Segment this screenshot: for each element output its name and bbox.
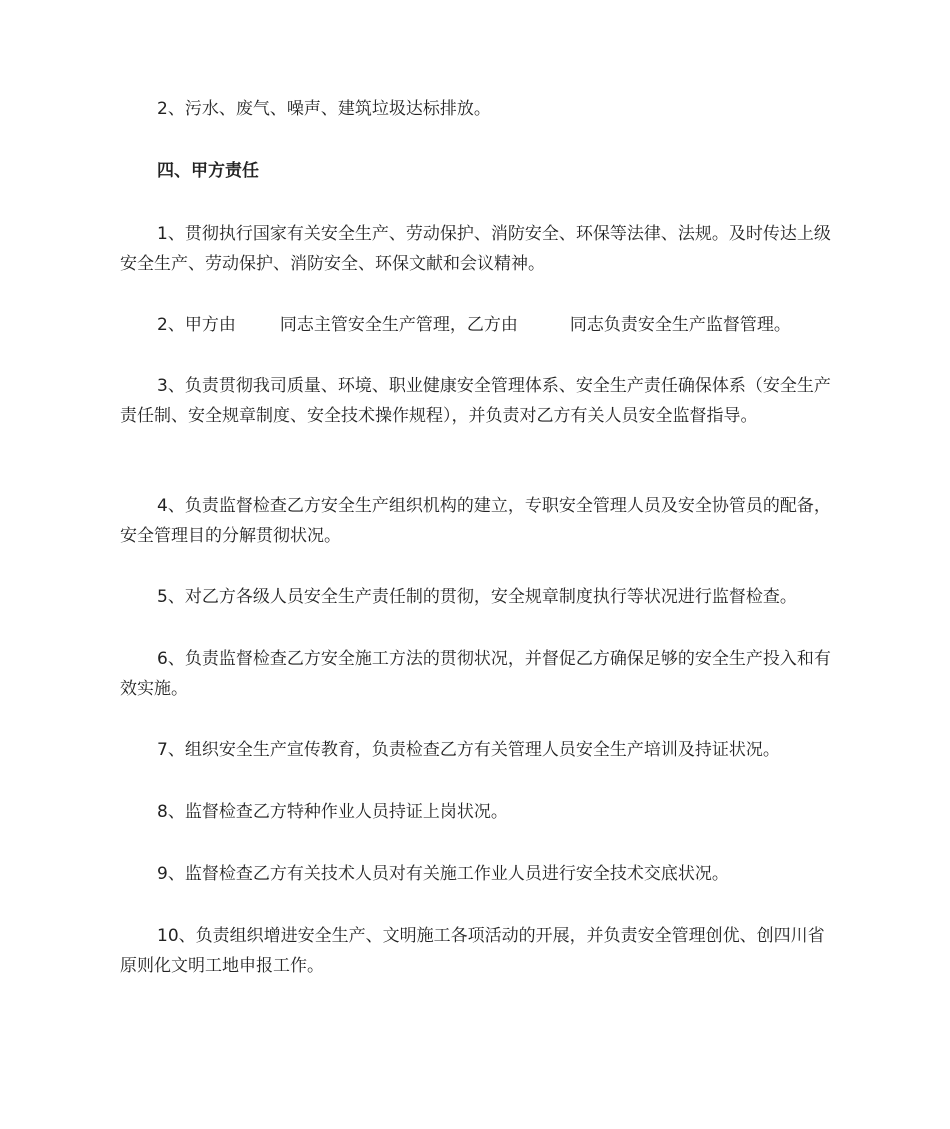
- paragraph-9: 9、监督检查乙方有关技术人员对有关施工作业人员进行安全技术交底状况。: [157, 864, 729, 884]
- paragraph-pollution-discharge: 2、污水、废气、噪声、建筑垃圾达标排放。: [157, 99, 491, 119]
- paragraph-6: 6、负责监督检查乙方安全施工方法的贯彻状况，并督促乙方确保足够的安全生产投入和有效实施。: [120, 649, 831, 699]
- section-heading: 四、甲方责任: [157, 161, 259, 181]
- paragraph-1: 1、贯彻执行国家有关安全生产、劳动保护、消防安全、环保等法律、法规。及时传达上级安全生产、劳动保护、消防安全、环保文献和会议精神。: [120, 224, 831, 274]
- document-page: [120, 0, 832, 1129]
- paragraph-10: 10、负责组织增进安全生产、文明施工各项活动的开展，并负责安全管理创优、创四川省原则化文明工地申报工作。: [120, 926, 825, 976]
- paragraph-2: [120, 310, 832, 340]
- paragraph-7: 7、组织安全生产宣传教育，负责检查乙方有关管理人员安全生产培训及持证状况。: [157, 740, 780, 760]
- paragraph-4: 4、负责监督检查乙方安全生产组织机构的建立，专职安全管理人员及安全协管员的配备，安全管理目的分解贯彻状况。: [120, 496, 831, 546]
- paragraph-2-part-b: 同志主管安全生产管理，乙方由: [279, 315, 518, 335]
- paragraph-3: 3、负责贯彻我司质量、环境、职业健康安全管理体系、安全生产责任确保体系（安全生产责任制、安全规章制度、安全技术操作规程），并负责对乙方有关人员安全监督指导。: [120, 376, 831, 426]
- paragraph-2-part-a: 2、甲方由: [157, 315, 236, 335]
- paragraph-8: 8、监督检查乙方特种作业人员持证上岗状况。: [157, 802, 508, 822]
- paragraph-5: 5、对乙方各级人员安全生产责任制的贯彻，安全规章制度执行等状况进行监督检查。: [157, 587, 797, 607]
- paragraph-2-part-c: 同志负责安全生产监督管理。: [569, 315, 791, 335]
